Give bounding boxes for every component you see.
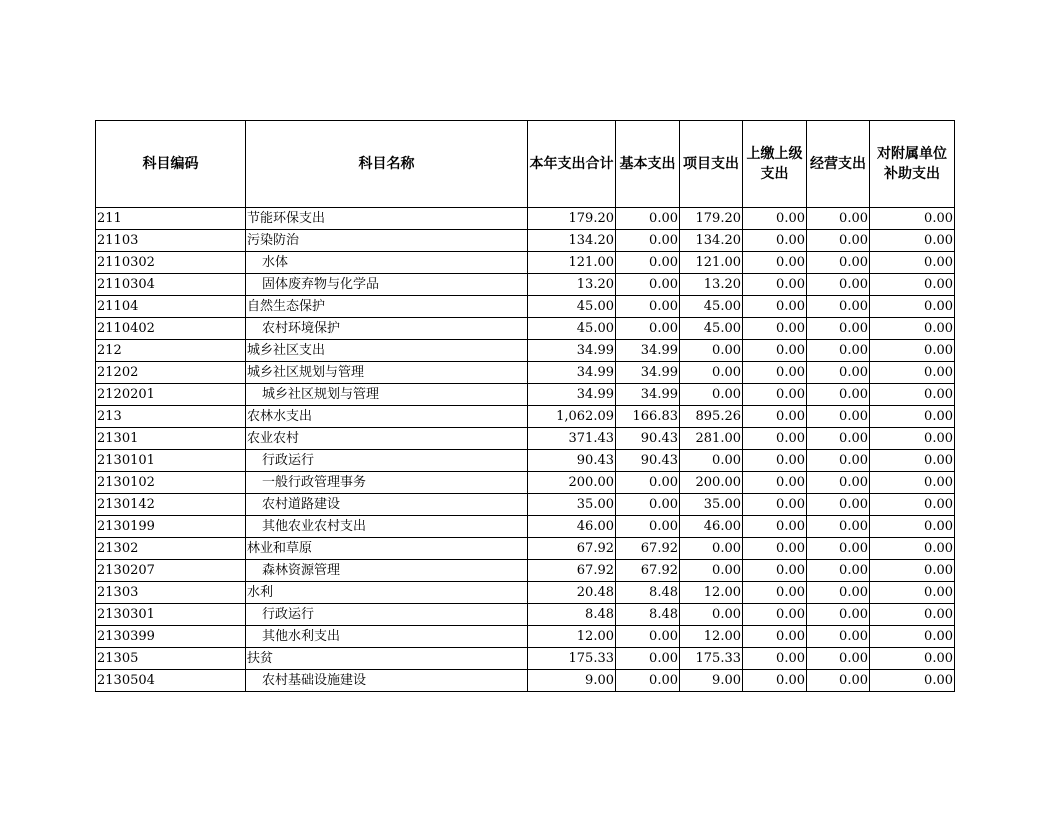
project-amount-cell: 35.00 [680, 494, 743, 516]
project-amount-cell: 121.00 [680, 252, 743, 274]
total-amount-cell: 13.20 [528, 274, 616, 296]
remittance-amount-cell: 0.00 [743, 296, 807, 318]
total-amount-cell: 34.99 [528, 362, 616, 384]
subject-name-cell: 森林资源管理 [246, 560, 528, 582]
subject-name-cell: 农业农村 [246, 428, 528, 450]
project-amount-cell: 175.33 [680, 648, 743, 670]
subject-code-cell: 2130301 [96, 604, 246, 626]
subject-code-cell: 21202 [96, 362, 246, 384]
subject-name-cell: 水利 [246, 582, 528, 604]
operating-amount-cell: 0.00 [807, 626, 870, 648]
remittance-amount-cell: 0.00 [743, 648, 807, 670]
total-amount-cell: 200.00 [528, 472, 616, 494]
total-amount-cell: 1,062.09 [528, 406, 616, 428]
total-amount-cell: 45.00 [528, 318, 616, 340]
subject-code-cell: 2120201 [96, 384, 246, 406]
basic-amount-cell: 0.00 [616, 670, 680, 692]
subsidy-amount-cell: 0.00 [870, 252, 955, 274]
total-amount-cell: 67.92 [528, 538, 616, 560]
subsidy-amount-cell: 0.00 [870, 450, 955, 472]
operating-amount-cell: 0.00 [807, 340, 870, 362]
total-amount-cell: 20.48 [528, 582, 616, 604]
subject-code-cell: 21301 [96, 428, 246, 450]
subject-code-cell: 2110402 [96, 318, 246, 340]
basic-amount-cell: 34.99 [616, 340, 680, 362]
subject-name-cell: 扶贫 [246, 648, 528, 670]
project-amount-cell: 0.00 [680, 538, 743, 560]
operating-amount-cell: 0.00 [807, 252, 870, 274]
table-row [96, 648, 955, 670]
basic-amount-cell: 34.99 [616, 384, 680, 406]
subsidy-amount-cell: 0.00 [870, 472, 955, 494]
operating-amount-cell: 0.00 [807, 230, 870, 252]
subject-code-cell: 2110302 [96, 252, 246, 274]
subject-code-cell: 21303 [96, 582, 246, 604]
subsidy-amount-cell: 0.00 [870, 538, 955, 560]
table-row [96, 362, 955, 384]
project-amount-cell: 895.26 [680, 406, 743, 428]
operating-amount-cell: 0.00 [807, 384, 870, 406]
table-row [96, 428, 955, 450]
operating-amount-cell: 0.00 [807, 670, 870, 692]
subject-code-cell: 21302 [96, 538, 246, 560]
subject-code-cell: 21104 [96, 296, 246, 318]
subject-code-cell: 2130101 [96, 450, 246, 472]
subject-name-cell: 一般行政管理事务 [246, 472, 528, 494]
subsidy-amount-cell: 0.00 [870, 406, 955, 428]
basic-amount-cell: 0.00 [616, 626, 680, 648]
remittance-amount-cell: 0.00 [743, 406, 807, 428]
subsidy-amount-cell: 0.00 [870, 296, 955, 318]
basic-amount-cell: 166.83 [616, 406, 680, 428]
project-amount-cell: 0.00 [680, 384, 743, 406]
subject-name-cell: 污染防治 [246, 230, 528, 252]
basic-amount-cell: 0.00 [616, 252, 680, 274]
total-amount-cell: 179.20 [528, 208, 616, 230]
project-amount-cell: 12.00 [680, 582, 743, 604]
basic-amount-cell: 0.00 [616, 274, 680, 296]
operating-amount-cell: 0.00 [807, 560, 870, 582]
subject-code-cell: 211 [96, 208, 246, 230]
subsidy-amount-cell: 0.00 [870, 494, 955, 516]
basic-amount-cell: 0.00 [616, 230, 680, 252]
remittance-amount-cell: 0.00 [743, 230, 807, 252]
basic-amount-cell: 8.48 [616, 582, 680, 604]
total-amount-cell: 175.33 [528, 648, 616, 670]
subject-name-cell: 节能环保支出 [246, 208, 528, 230]
subject-code-cell: 2130199 [96, 516, 246, 538]
project-amount-cell: 45.00 [680, 296, 743, 318]
remittance-amount-cell: 0.00 [743, 582, 807, 604]
operating-amount-cell: 0.00 [807, 648, 870, 670]
project-amount-cell: 0.00 [680, 340, 743, 362]
subsidy-amount-cell: 0.00 [870, 274, 955, 296]
subsidy-amount-cell: 0.00 [870, 208, 955, 230]
header-remittance-to-superior: 上缴上级支出 [743, 121, 807, 208]
basic-amount-cell: 0.00 [616, 296, 680, 318]
table-row [96, 208, 955, 230]
subject-name-cell: 自然生态保护 [246, 296, 528, 318]
project-amount-cell: 0.00 [680, 604, 743, 626]
header-project-expenditure: 项目支出 [680, 121, 743, 208]
basic-amount-cell: 90.43 [616, 450, 680, 472]
table-header-row [96, 121, 955, 208]
project-amount-cell: 0.00 [680, 450, 743, 472]
table-row [96, 406, 955, 428]
subject-name-cell: 城乡社区支出 [246, 340, 528, 362]
remittance-amount-cell: 0.00 [743, 362, 807, 384]
project-amount-cell: 134.20 [680, 230, 743, 252]
basic-amount-cell: 0.00 [616, 318, 680, 340]
subject-code-cell: 2130142 [96, 494, 246, 516]
subject-code-cell: 21103 [96, 230, 246, 252]
operating-amount-cell: 0.00 [807, 582, 870, 604]
project-amount-cell: 179.20 [680, 208, 743, 230]
table-row [96, 494, 955, 516]
total-amount-cell: 371.43 [528, 428, 616, 450]
table-row [96, 582, 955, 604]
header-subsidy-to-affiliates: 对附属单位补助支出 [870, 121, 955, 208]
basic-amount-cell: 90.43 [616, 428, 680, 450]
subsidy-amount-cell: 0.00 [870, 428, 955, 450]
table-row [96, 626, 955, 648]
basic-amount-cell: 67.92 [616, 560, 680, 582]
operating-amount-cell: 0.00 [807, 362, 870, 384]
table-row [96, 274, 955, 296]
header-subject-name: 科目名称 [246, 121, 528, 208]
subsidy-amount-cell: 0.00 [870, 384, 955, 406]
total-amount-cell: 34.99 [528, 340, 616, 362]
table-row [96, 252, 955, 274]
total-amount-cell: 35.00 [528, 494, 616, 516]
table-row [96, 296, 955, 318]
subject-code-cell: 213 [96, 406, 246, 428]
subsidy-amount-cell: 0.00 [870, 340, 955, 362]
table-row [96, 230, 955, 252]
total-amount-cell: 67.92 [528, 560, 616, 582]
table-row [96, 340, 955, 362]
remittance-amount-cell: 0.00 [743, 340, 807, 362]
table-row [96, 670, 955, 692]
header-basic-expenditure: 基本支出 [616, 121, 680, 208]
subject-code-cell: 2130207 [96, 560, 246, 582]
remittance-amount-cell: 0.00 [743, 472, 807, 494]
subject-name-cell: 城乡社区规划与管理 [246, 384, 528, 406]
remittance-amount-cell: 0.00 [743, 252, 807, 274]
operating-amount-cell: 0.00 [807, 450, 870, 472]
basic-amount-cell: 67.92 [616, 538, 680, 560]
subject-name-cell: 行政运行 [246, 450, 528, 472]
subject-code-cell: 2130504 [96, 670, 246, 692]
subsidy-amount-cell: 0.00 [870, 670, 955, 692]
total-amount-cell: 12.00 [528, 626, 616, 648]
table-row [96, 384, 955, 406]
subject-name-cell: 农村道路建设 [246, 494, 528, 516]
subject-name-cell: 固体废弃物与化学品 [246, 274, 528, 296]
project-amount-cell: 45.00 [680, 318, 743, 340]
subsidy-amount-cell: 0.00 [870, 230, 955, 252]
project-amount-cell: 9.00 [680, 670, 743, 692]
subject-code-cell: 212 [96, 340, 246, 362]
operating-amount-cell: 0.00 [807, 538, 870, 560]
basic-amount-cell: 0.00 [616, 516, 680, 538]
subject-name-cell: 农林水支出 [246, 406, 528, 428]
operating-amount-cell: 0.00 [807, 494, 870, 516]
header-subject-code: 科目编码 [96, 121, 246, 208]
subject-name-cell: 行政运行 [246, 604, 528, 626]
subject-name-cell: 农村环境保护 [246, 318, 528, 340]
subsidy-amount-cell: 0.00 [870, 626, 955, 648]
remittance-amount-cell: 0.00 [743, 516, 807, 538]
subject-code-cell: 2130102 [96, 472, 246, 494]
subject-name-cell: 林业和草原 [246, 538, 528, 560]
total-amount-cell: 121.00 [528, 252, 616, 274]
remittance-amount-cell: 0.00 [743, 208, 807, 230]
header-operating-expenditure: 经营支出 [807, 121, 870, 208]
operating-amount-cell: 0.00 [807, 604, 870, 626]
total-amount-cell: 34.99 [528, 384, 616, 406]
total-amount-cell: 90.43 [528, 450, 616, 472]
remittance-amount-cell: 0.00 [743, 560, 807, 582]
project-amount-cell: 200.00 [680, 472, 743, 494]
total-amount-cell: 8.48 [528, 604, 616, 626]
subject-name-cell: 其他农业农村支出 [246, 516, 528, 538]
total-amount-cell: 134.20 [528, 230, 616, 252]
remittance-amount-cell: 0.00 [743, 670, 807, 692]
total-amount-cell: 46.00 [528, 516, 616, 538]
remittance-amount-cell: 0.00 [743, 428, 807, 450]
basic-amount-cell: 34.99 [616, 362, 680, 384]
subject-name-cell: 其他水利支出 [246, 626, 528, 648]
project-amount-cell: 0.00 [680, 362, 743, 384]
remittance-amount-cell: 0.00 [743, 626, 807, 648]
remittance-amount-cell: 0.00 [743, 538, 807, 560]
basic-amount-cell: 0.00 [616, 208, 680, 230]
project-amount-cell: 46.00 [680, 516, 743, 538]
remittance-amount-cell: 0.00 [743, 318, 807, 340]
table-row [96, 472, 955, 494]
operating-amount-cell: 0.00 [807, 274, 870, 296]
subsidy-amount-cell: 0.00 [870, 516, 955, 538]
header-total-expenditure: 本年支出合计 [528, 121, 616, 208]
basic-amount-cell: 8.48 [616, 604, 680, 626]
subject-code-cell: 2110304 [96, 274, 246, 296]
subject-code-cell: 21305 [96, 648, 246, 670]
remittance-amount-cell: 0.00 [743, 450, 807, 472]
operating-amount-cell: 0.00 [807, 296, 870, 318]
project-amount-cell: 13.20 [680, 274, 743, 296]
subject-name-cell: 水体 [246, 252, 528, 274]
operating-amount-cell: 0.00 [807, 472, 870, 494]
table-row [96, 318, 955, 340]
operating-amount-cell: 0.00 [807, 406, 870, 428]
basic-amount-cell: 0.00 [616, 494, 680, 516]
remittance-amount-cell: 0.00 [743, 494, 807, 516]
project-amount-cell: 12.00 [680, 626, 743, 648]
operating-amount-cell: 0.00 [807, 516, 870, 538]
table-row [96, 450, 955, 472]
table-row [96, 604, 955, 626]
project-amount-cell: 0.00 [680, 560, 743, 582]
subsidy-amount-cell: 0.00 [870, 648, 955, 670]
remittance-amount-cell: 0.00 [743, 604, 807, 626]
basic-amount-cell: 0.00 [616, 472, 680, 494]
operating-amount-cell: 0.00 [807, 208, 870, 230]
total-amount-cell: 45.00 [528, 296, 616, 318]
remittance-amount-cell: 0.00 [743, 384, 807, 406]
basic-amount-cell: 0.00 [616, 648, 680, 670]
total-amount-cell: 9.00 [528, 670, 616, 692]
table-row [96, 516, 955, 538]
remittance-amount-cell: 0.00 [743, 274, 807, 296]
subject-name-cell: 城乡社区规划与管理 [246, 362, 528, 384]
expenditure-table [95, 120, 955, 692]
table-row [96, 560, 955, 582]
operating-amount-cell: 0.00 [807, 318, 870, 340]
operating-amount-cell: 0.00 [807, 428, 870, 450]
subsidy-amount-cell: 0.00 [870, 604, 955, 626]
subject-code-cell: 2130399 [96, 626, 246, 648]
subsidy-amount-cell: 0.00 [870, 362, 955, 384]
subsidy-amount-cell: 0.00 [870, 318, 955, 340]
project-amount-cell: 281.00 [680, 428, 743, 450]
subject-name-cell: 农村基础设施建设 [246, 670, 528, 692]
subsidy-amount-cell: 0.00 [870, 560, 955, 582]
subsidy-amount-cell: 0.00 [870, 582, 955, 604]
table-row [96, 538, 955, 560]
